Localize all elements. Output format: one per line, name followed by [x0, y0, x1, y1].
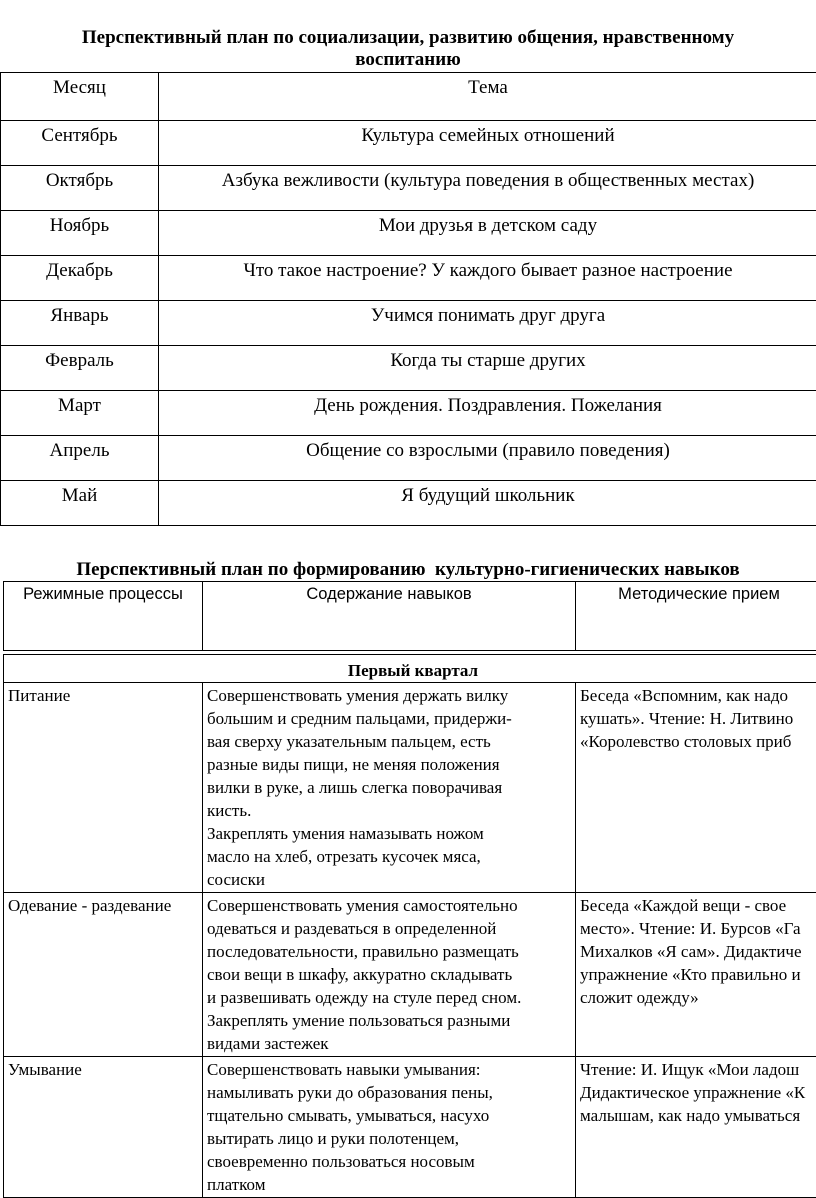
- content-cell: Совершенствовать умения самостоятельно одеваться и раздеваться в определенной последовательности, правильно размещать свои вещи в шкафу, аккуратно складывать и развешивать одежду на стуле перед сном. Закреплять умение пользоваться разными видами застежек: [203, 893, 576, 1057]
- table-header-row: [1, 73, 816, 121]
- table-row: Февраль Когда ты старше других: [1, 346, 816, 391]
- header-topic: Тема: [159, 73, 816, 121]
- table-row: [4, 1057, 816, 1198]
- hygiene-skills-table: [3, 581, 816, 1198]
- socialization-plan-table: [0, 72, 816, 526]
- header-methods: Методические прием: [576, 582, 816, 651]
- process-cell: Питание: [4, 683, 203, 893]
- table-header-row: [4, 582, 816, 651]
- methods-cell: Беседа «Вспомним, как надо кушать». Чтение: Н. Литвино «Королевство столовых приб: [576, 683, 816, 893]
- methods-cell: Беседа «Каждой вещи - свое место». Чтение: И. Бурсов «Га Михалков «Я сам». Дидактиче упражнение «Кто правильно и сложит одежду»: [576, 893, 816, 1057]
- table-row: Октябрь Азбука вежливости (культура поведения в общественных местах): [1, 166, 816, 211]
- table-row: Декабрь Что такое настроение? У каждого бывает разное настроение: [1, 256, 816, 301]
- table-row: Ноябрь Мои друзья в детском саду: [1, 211, 816, 256]
- process-cell: Умывание: [4, 1057, 203, 1198]
- table-row: Март День рождения. Поздравления. Пожелания: [1, 391, 816, 436]
- table-row: Апрель Общение со взрослыми (правило поведения): [1, 436, 816, 481]
- methods-cell: Чтение: И. Ищук «Мои ладош Дидактическое упражнение «К малышам, как надо умываться: [576, 1057, 816, 1198]
- quarter-row: [4, 655, 816, 683]
- table-row: Сентябрь Культура семейных отношений: [1, 121, 816, 166]
- table-row: Май Я будущий школьник: [1, 481, 816, 526]
- process-cell: Одевание - раздевание: [4, 893, 203, 1057]
- content-cell: Совершенствовать навыки умывания: намыливать руки до образования пены, тщательно смывать, умываться, насухо вытирать лицо и руки полотенцем, своевременно пользоваться носовым платком: [203, 1057, 576, 1198]
- plan2-title: Перспективный план по формированию культурно-гигиенических навыков: [0, 559, 816, 581]
- table-row: [4, 893, 816, 1057]
- content-cell: Совершенствовать умения держать вилку большим и средним пальцами, придержи- вая сверху указательным пальцем, есть разные виды пищи, не меняя положения вилки в руке, а лишь слегка поворачивая кисть. Закреплять умения намазывать ножом масло на хлеб, отрезать кусочек мяса, сосиски: [203, 683, 576, 893]
- plan1-title: Перспективный план по социализации, развитию общения, нравственному воспитанию: [0, 27, 816, 71]
- table-row: [4, 683, 816, 893]
- header-month: Месяц: [1, 73, 159, 121]
- header-processes: Режимные процессы: [4, 582, 203, 651]
- quarter-label: Первый квартал: [4, 655, 816, 683]
- table-row: Январь Учимся понимать друг друга: [1, 301, 816, 346]
- header-content: Содержание навыков: [203, 582, 576, 651]
